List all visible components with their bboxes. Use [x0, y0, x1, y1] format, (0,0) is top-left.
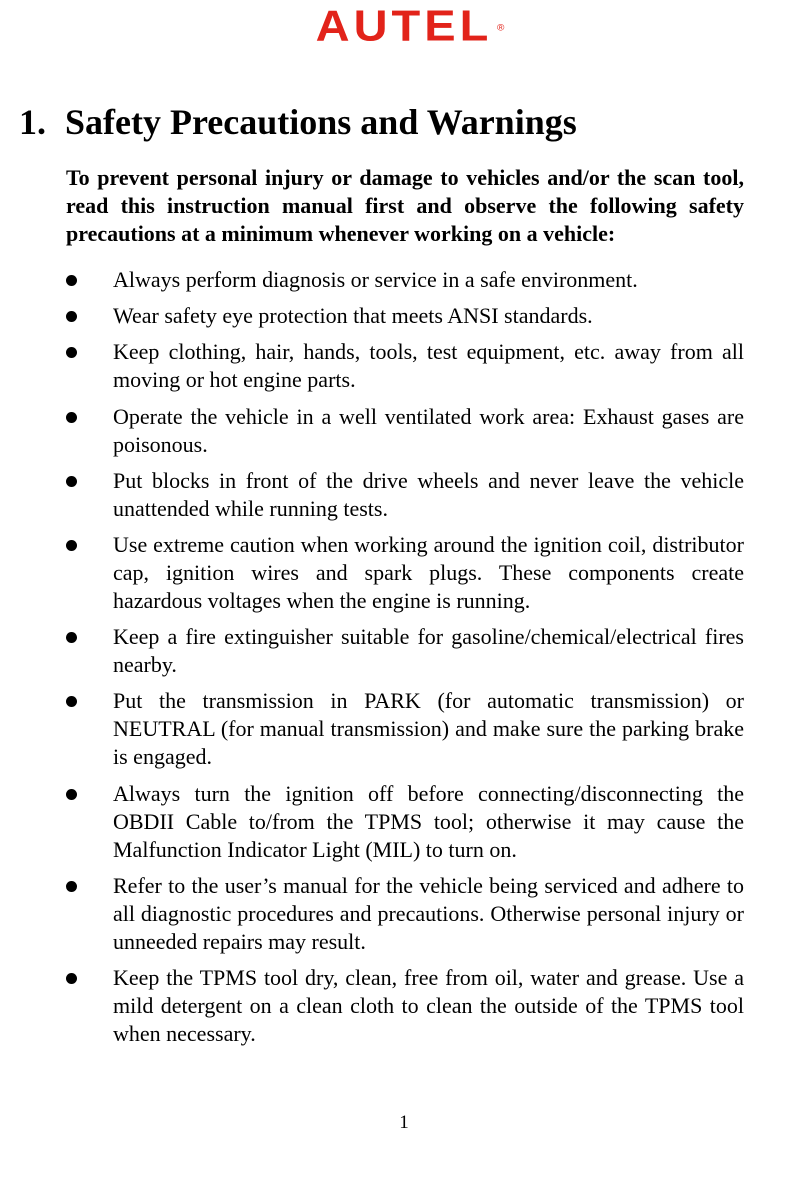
list-item-text: Keep a fire extinguisher suitable for gasoline/chemical/electrical fires nearby.	[113, 624, 744, 678]
page-number: 1	[399, 1112, 409, 1133]
bullet-icon	[66, 311, 77, 322]
bullet-icon	[66, 632, 77, 643]
logo-wordmark: AUTEL	[315, 1, 493, 50]
section-title-text: Safety Precautions and Warnings	[65, 102, 577, 142]
bullet-icon	[66, 973, 77, 984]
list-item-text: Keep clothing, hair, hands, tools, test equipment, etc. away from all moving or hot engine parts.	[113, 339, 744, 393]
bullet-icon	[66, 412, 77, 423]
list-item	[0, 964, 744, 1048]
list-item	[0, 687, 744, 771]
list-item	[0, 872, 744, 956]
list-item	[0, 467, 744, 523]
list-item-text: Put the transmission in PARK (for automatic transmission) or NEUTRAL (for manual transmission) and make sure the parking brake is engaged.	[113, 688, 744, 770]
bullet-icon	[66, 275, 77, 286]
list-item	[0, 403, 744, 459]
section-title	[19, 98, 577, 146]
precautions-list	[0, 266, 808, 1056]
bullet-icon	[66, 540, 77, 551]
list-item	[0, 780, 744, 864]
list-item	[0, 302, 744, 330]
list-item-text: Keep the TPMS tool dry, clean, free from oil, water and grease. Use a mild detergent on a clean cloth to clean the outside of the TPMS tool when necessary.	[113, 964, 744, 1046]
list-item-text: Always perform diagnosis or service in a safe environment.	[113, 267, 638, 292]
list-item-text: Refer to the user’s manual for the vehicle being serviced and adhere to all diagnostic procedures and precautions. Otherwise personal injury or unneeded repairs may result.	[113, 872, 744, 954]
autel-logo	[315, 1, 505, 50]
list-item-text: Put blocks in front of the drive wheels and never leave the vehicle unattended while running tests.	[113, 467, 744, 521]
registered-mark: ®	[496, 23, 505, 34]
brand-logo	[0, 0, 808, 52]
bullet-icon	[66, 789, 77, 800]
list-item-text: Use extreme caution when working around the ignition coil, distributor cap, ignition wires and spark plugs. These components create hazardous voltages when the engine is running.	[113, 531, 744, 613]
list-item	[0, 338, 744, 394]
list-item-text: Operate the vehicle in a well ventilated work area: Exhaust gases are poisonous.	[113, 403, 744, 457]
bullet-icon	[66, 696, 77, 707]
list-item	[0, 623, 744, 679]
list-item	[0, 531, 744, 615]
list-item-text: Always turn the ignition off before connecting/disconnecting the OBDII Cable to/from the TPMS tool; otherwise it may cause the Malfunction Indicator Light (MIL) to turn on.	[113, 780, 744, 862]
list-item-text: Wear safety eye protection that meets ANSI standards.	[113, 303, 593, 329]
bullet-icon	[66, 881, 77, 892]
bullet-icon	[66, 347, 77, 358]
intro-paragraph: To prevent personal injury or damage to vehicles and/or the scan tool, read this instruction manual first and observe the following safety precautions at a minimum whenever working on a vehicle:	[66, 165, 744, 246]
list-item	[0, 266, 744, 294]
section-number: 1.	[19, 102, 46, 142]
bullet-icon	[66, 476, 77, 487]
